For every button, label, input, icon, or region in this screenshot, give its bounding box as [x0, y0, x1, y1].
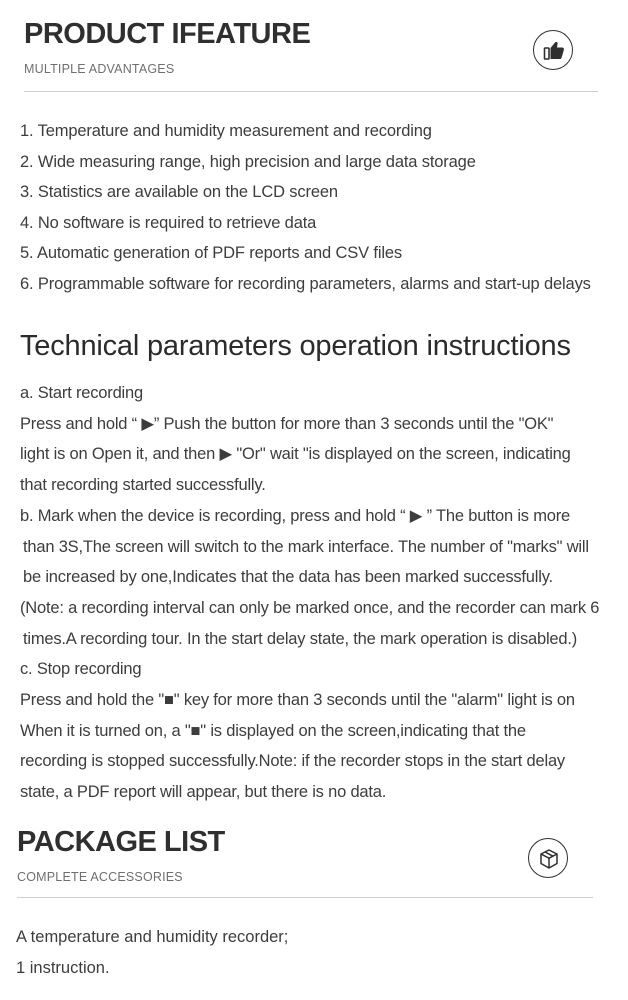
instruction-line: b. Mark when the device is recording, press and hold “ ▶ ” The button is more	[20, 506, 571, 525]
feature-item: 1. Temperature and humidity measurement and recording	[20, 122, 432, 140]
package-list-title: PACKAGE LIST	[17, 826, 225, 858]
feature-item: 6. Programmable software for recording parameters, alarms and start-up delays	[20, 274, 591, 293]
technical-title: Technical parameters operation instructions	[20, 330, 571, 362]
instructions-body	[20, 378, 626, 808]
product-feature-title: PRODUCT IFEATURE	[24, 18, 311, 50]
product-feature-divider	[24, 91, 598, 92]
package-list-header	[0, 820, 628, 900]
package-item: A temperature and humidity recorder;	[16, 928, 289, 946]
thumbs-up-icon	[533, 30, 573, 70]
instruction-line: Press and hold “ ▶” Push the button for more than 3 seconds until the "OK"	[20, 414, 554, 433]
feature-list	[20, 116, 591, 300]
package-list-subtitle: COMPLETE ACCESSORIES	[17, 870, 183, 884]
instruction-line: light is on Open it, and then ▶ "Or" wait "is displayed on the screen, indicating	[20, 445, 571, 464]
feature-item: 4. No software is required to retrieve data	[20, 213, 317, 232]
box-icon	[528, 838, 568, 878]
instruction-line: that recording started successfully.	[20, 476, 266, 495]
product-feature-header	[0, 0, 628, 95]
feature-item: 5. Automatic generation of PDF reports and CSV files	[20, 244, 402, 263]
instruction-line: c. Stop recording	[20, 660, 142, 679]
package-list	[16, 922, 288, 983]
instruction-line: When it is turned on, a "■" is displayed on the screen,indicating that the	[20, 721, 526, 740]
instruction-line: be increased by one,Indicates that the data has been marked successfully.	[23, 568, 553, 587]
feature-item: 3. Statistics are available on the LCD screen	[20, 183, 338, 202]
instruction-line: state, a PDF report will appear, but there is no data.	[20, 783, 387, 802]
instruction-line: recording is stopped successfully.Note: if the recorder stops in the start delay	[20, 752, 565, 771]
instruction-line: a. Start recording	[20, 384, 143, 402]
instruction-line: times.A recording tour. In the start delay state, the mark operation is disabled.)	[23, 629, 578, 648]
package-list-divider	[17, 897, 593, 898]
feature-item: 2. Wide measuring range, high precision and large data storage	[20, 152, 476, 171]
instruction-line: (Note: a recording interval can only be marked once, and the recorder can mark 6	[20, 598, 600, 617]
product-feature-subtitle: MULTIPLE ADVANTAGES	[24, 62, 175, 76]
instruction-line: Press and hold the "■" key for more than 3 seconds until the "alarm" light is on	[20, 691, 575, 710]
package-item: 1 instruction.	[16, 958, 110, 977]
instruction-line: than 3S,The screen will switch to the mark interface. The number of "marks" will	[23, 537, 589, 556]
